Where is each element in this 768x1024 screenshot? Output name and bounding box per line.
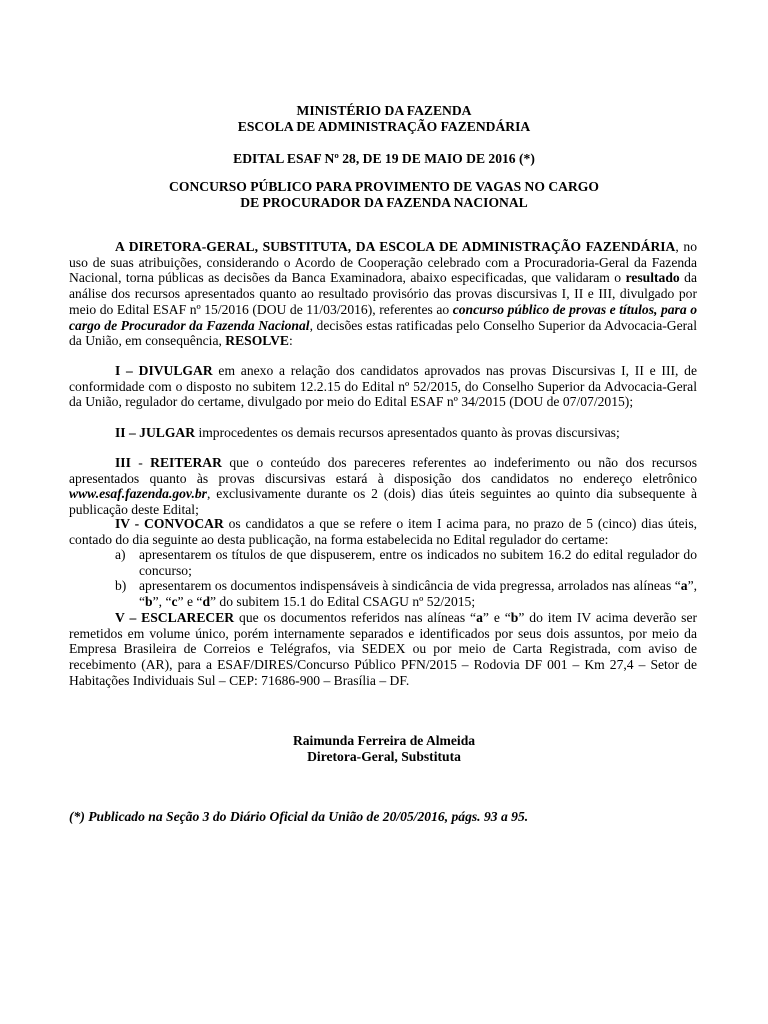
alinea-c: c <box>171 594 178 610</box>
item-iii-text-1: que o conteúdo dos pareceres referentes ao indeferimento ou não dos recursos apresentados quanto às provas discursivas estará à disposição dos candidatos no endereço eletrônico <box>69 455 698 486</box>
subject-line-1: CONCURSO PÚBLICO PARA PROVIMENTO DE VAGAS NO CARGO <box>169 179 599 194</box>
resolve-term: RESOLVE <box>225 333 290 349</box>
item-i-paragraph <box>69 363 697 410</box>
alinea-b: b <box>145 594 153 610</box>
intro-text-3: , decisões estas ratificadas pelo Conselho Superior da Advocacia-Geral da União, em consequência, <box>69 317 697 349</box>
item-iii-lead-separator: - <box>130 455 151 470</box>
item-iv-list <box>69 547 697 688</box>
school-heading: ESCOLA DE ADMINISTRAÇÃO FAZENDÁRIA <box>237 119 531 134</box>
list-text-b-2: ”, “ <box>139 578 697 610</box>
item-v-alinea-b: b <box>510 609 519 625</box>
intro-text-2: da análise dos recursos apresentados quanto ao resultado provisório das provas discursivas I, II e III, divulgado por meio do Edital ESAF nº 15/2016 (DOU de 11/03/2016), referentes ao <box>69 270 697 317</box>
alinea-d: d <box>202 594 210 610</box>
item-v-text-2: ” e “ <box>482 609 511 625</box>
item-ii-text: improcedentes os demais recursos apresentados quanto às provas discursivas; <box>195 425 620 440</box>
signatory-name: Raimunda Ferreira de Almeida <box>292 733 476 748</box>
list-item-b <box>69 578 697 609</box>
item-iii-paragraph <box>69 455 697 518</box>
concurso-term: concurso público de provas e títulos, para o cargo de Procurador da Fazenda Nacional <box>69 301 697 333</box>
list-marker-b: b) <box>115 578 127 594</box>
item-v-paragraph <box>69 610 697 689</box>
edital-title: EDITAL ESAF Nº 28, DE 19 DE MAIO DE 2016 (*) <box>233 151 535 166</box>
list-text-b-4: ” e “ <box>177 594 203 610</box>
subject-line-2: DE PROCURADOR DA FAZENDA NACIONAL <box>240 195 528 210</box>
intro-text-4: : <box>289 333 293 349</box>
list-text-b-5: ” do subitem 15.1 do Edital CSAGU nº 52/2015; <box>210 594 476 610</box>
intro-text-1: , no uso de suas atribuições, considerando o Acordo de Cooperação celebrado com a Procuradoria-Geral da Fazenda Nacional, torna públicas as decisões da Banca Examinadora, abaixo especificadas, que validaram o <box>69 239 698 286</box>
alinea-a: a <box>680 578 688 594</box>
list-text-b-1: apresentarem os documentos indispensáveis à sindicância de vida pregressa, arrolados nas alíneas “ <box>139 578 681 594</box>
list-text-b-3: ”, “ <box>152 594 172 610</box>
resultado-term: resultado <box>625 270 680 286</box>
item-iii-lead-verb: REITERAR <box>150 455 222 470</box>
ministry-heading: MINISTÉRIO DA FAZENDA <box>296 103 472 118</box>
item-iii-text-2: , exclusivamente durante os 2 (dois) dias úteis seguintes ao quinto dia subsequente à publicação deste Edital; <box>69 486 697 518</box>
item-iii-lead-number: III <box>115 455 131 470</box>
item-i-lead: I – DIVULGAR <box>115 363 213 378</box>
item-v-lead: V – ESCLARECER <box>115 609 235 625</box>
item-ii-paragraph <box>69 425 697 441</box>
list-item-a <box>69 547 697 578</box>
item-v-alinea-a: a <box>476 609 483 625</box>
item-iv-paragraph <box>69 516 697 547</box>
item-ii-lead: II – JULGAR <box>115 425 196 440</box>
signatory-title: Diretora-Geral, Substituta <box>307 749 461 764</box>
intro-lead: A DIRETORA-GERAL, SUBSTITUTA, DA ESCOLA DE ADMINISTRAÇÃO FAZENDÁRIA <box>115 239 676 254</box>
item-v-text-1: que os documentos referidos nas alíneas “ <box>234 609 477 625</box>
esaf-website-link[interactable]: www.esaf.fazenda.gov.br <box>69 486 207 502</box>
list-text-a: apresentarem os títulos de que dispuserem, entre os indicados no subitem 16.2 do edital regulador do concurso; <box>139 547 697 578</box>
item-v-text-3: ” do item IV acima deverão ser remetidos em volume único, porém internamente separados e identificados por seus dois assuntos, por meio da Empresa Brasileira de Correios e Telégrafos, via SEDEX ou por meio de Carta Registrada, com aviso de recebimento (AR), para a ESAF/DIRES/Concurso Público PFN/2015 – Rodovia DF 001 – Km 27,4 – Setor de Habitações Individuais Sul – CEP: 71686-900 – Brasília – DF. <box>69 609 698 688</box>
publication-footnote: (*) Publicado na Seção 3 do Diário Oficial da União de 20/05/2016, págs. 93 a 95. <box>69 809 529 824</box>
item-iv-text: os candidatos a que se refere o item I acima para, no prazo de 5 (cinco) dias úteis, contado do dia seguinte ao desta publicação, na forma estabelecida no Edital regulador do certame: <box>69 516 698 547</box>
item-iv-lead: IV - CONVOCAR <box>115 516 224 531</box>
item-i-text: em anexo a relação dos candidatos aprovados nas provas Discursivas I, II e III, de conformidade com o disposto no subitem 12.2.15 do Edital nº 52/2015, do Conselho Superior da Advocacia-Geral da União, regulador do certame, divulgado por meio do Edital ESAF nº 34/2015 (DOU de 07/07/2015); <box>69 363 697 410</box>
list-marker-a: a) <box>115 547 126 562</box>
intro-paragraph <box>69 239 697 349</box>
